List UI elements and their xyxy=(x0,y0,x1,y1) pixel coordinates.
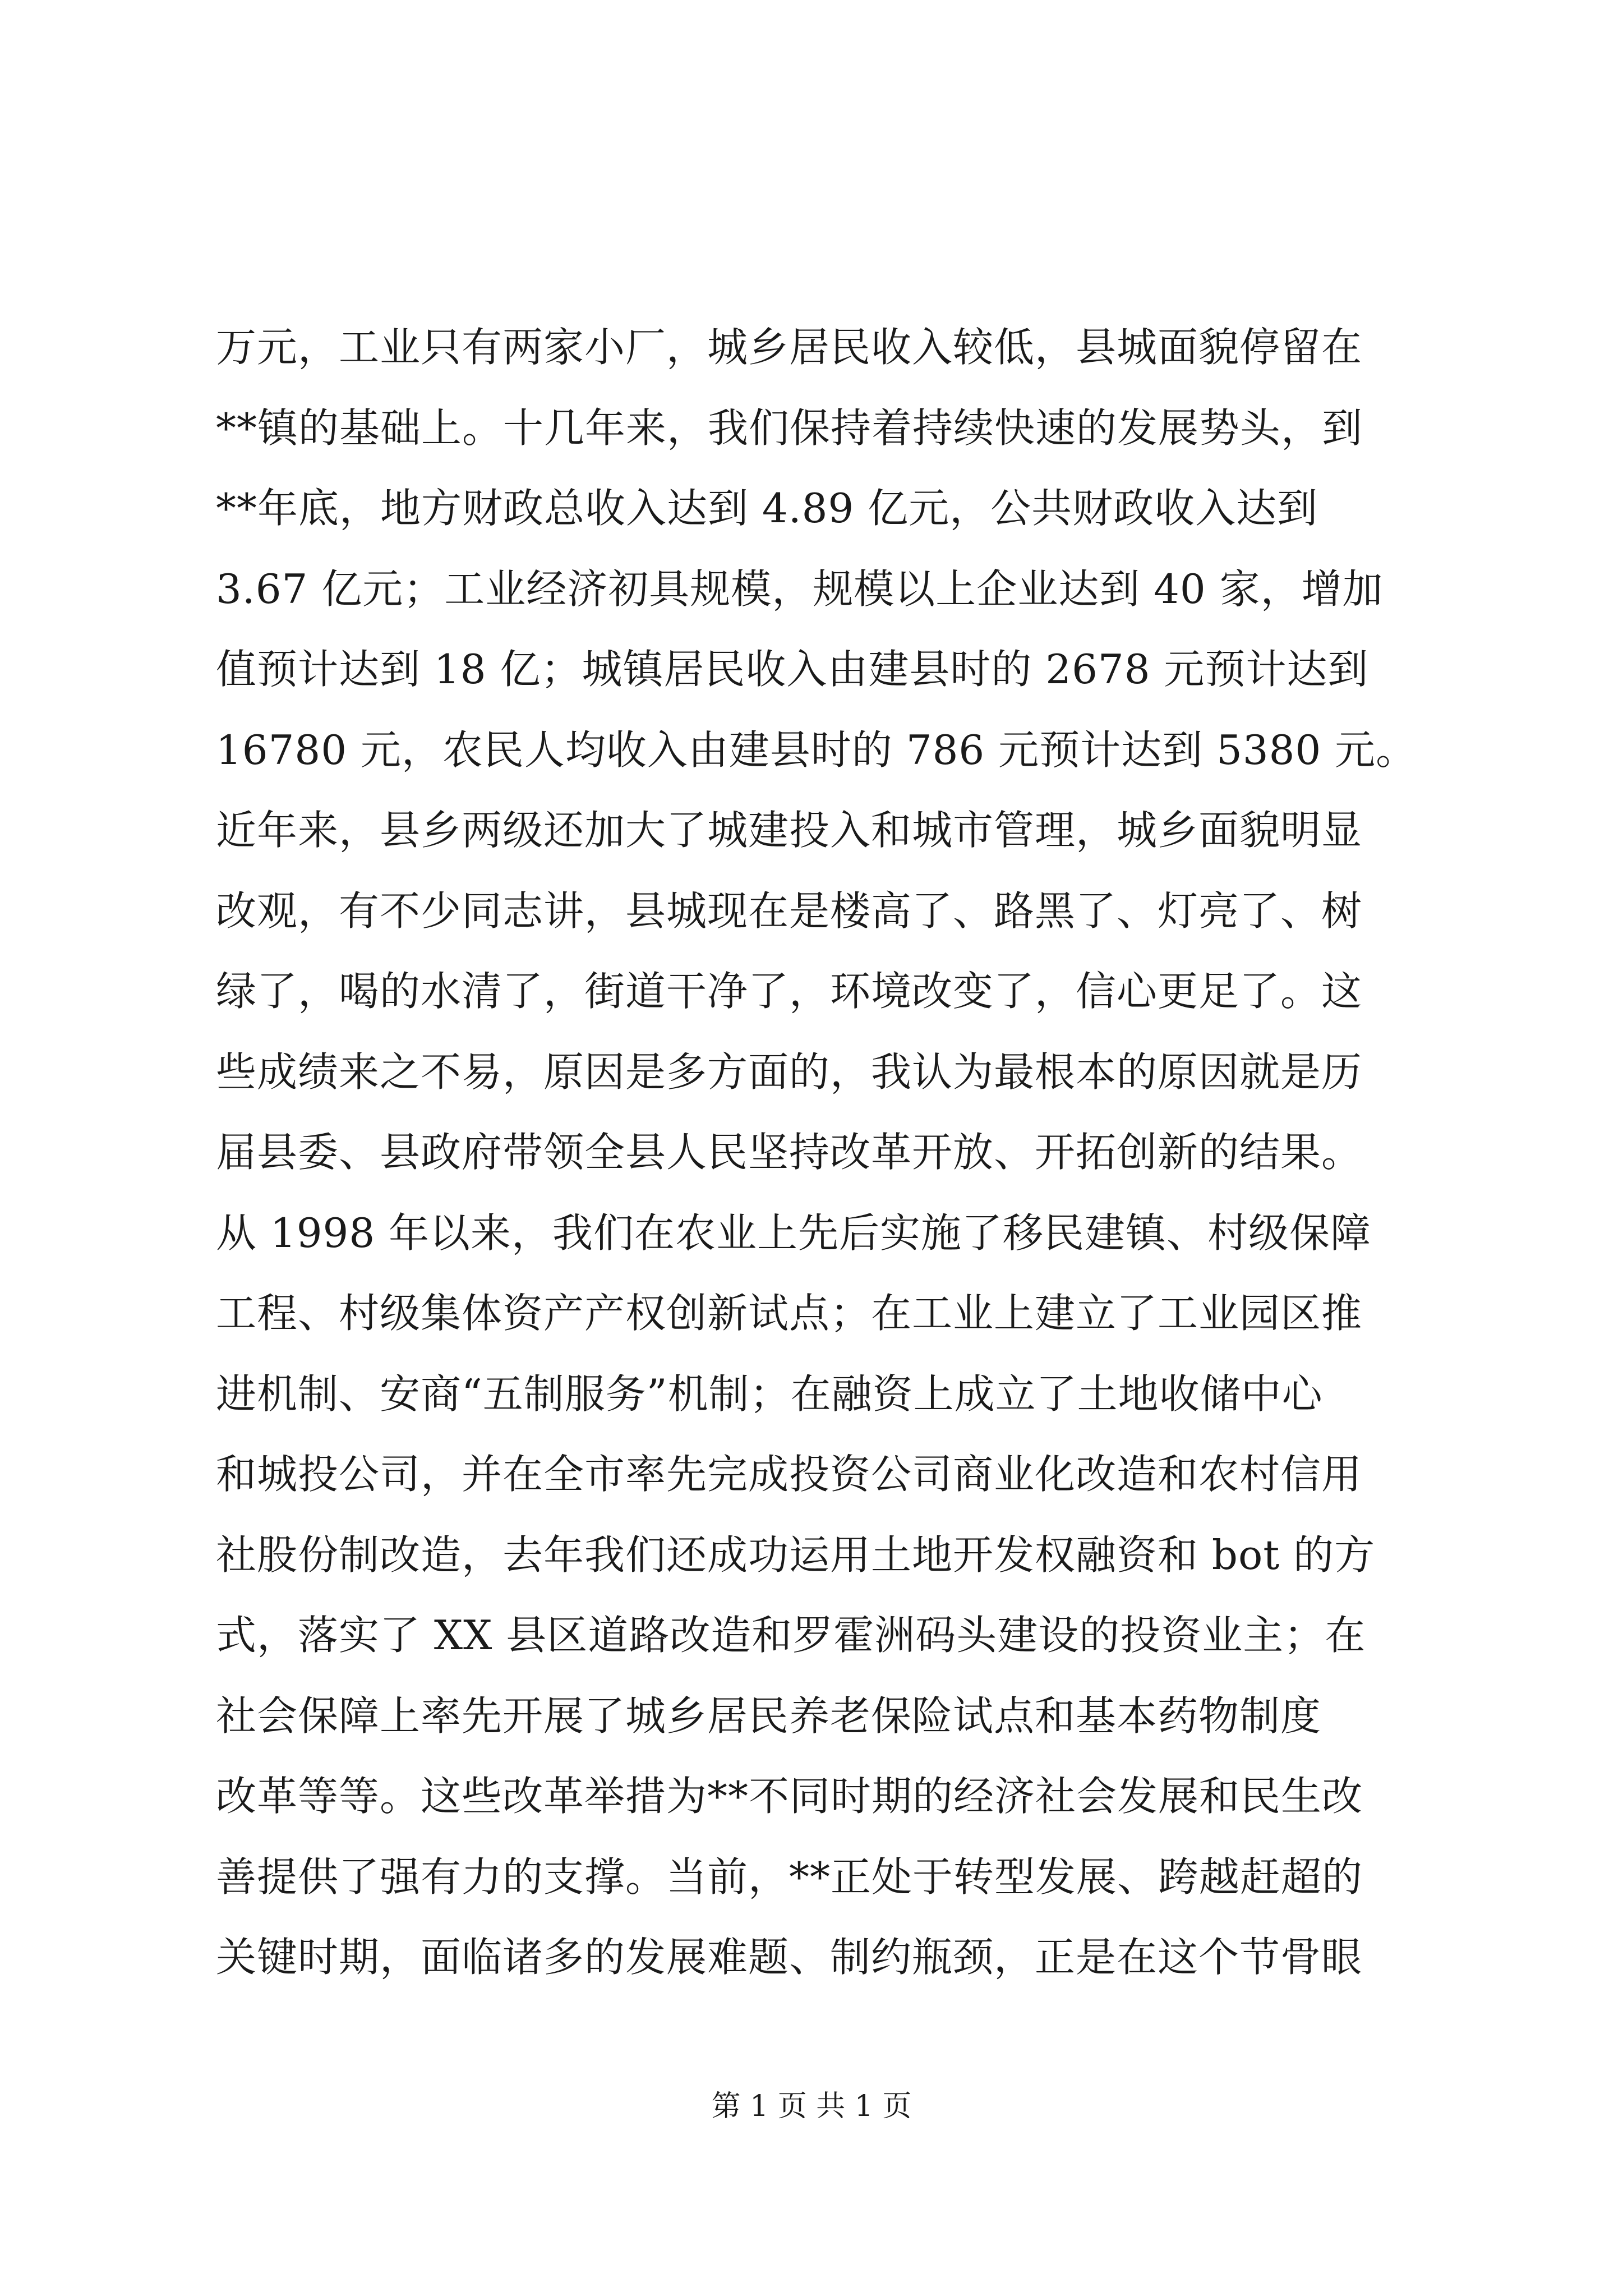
text-line: 从 1998 年以来，我们在农业上先后实施了移民建镇、村级保障 xyxy=(216,1209,1372,1257)
text-line: 进机制、安商“五制服务”机制；在融资上成立了土地收储中心 xyxy=(216,1370,1323,1418)
text-line: **镇的基础上。十几年来，我们保持着持续快速的发展势头，到 xyxy=(216,404,1363,452)
text-line: 和城投公司，并在全市率先完成投资公司商业化改造和农村信用 xyxy=(216,1451,1363,1498)
text-line: 关键时期，面临诸多的发展难题、制约瓶颈，正是在这个节骨眼 xyxy=(216,1934,1363,1981)
text-line: 改革等等。这些改革举措为**不同时期的经济社会发展和民生改 xyxy=(216,1773,1363,1820)
text-line: 绿了，喝的水清了，街道干净了，环境改变了，信心更足了。这 xyxy=(216,968,1363,1015)
body-text xyxy=(216,307,1416,1998)
text-line: 工程、村级集体资产产权创新试点；在工业上建立了工业园区推 xyxy=(216,1290,1363,1337)
text-line: 万元，工业只有两家小厂，城乡居民收入较低，县城面貌停留在 xyxy=(216,324,1363,371)
text-line: 式，落实了 XX 县区道路改造和罗霍洲码头建设的投资业主；在 xyxy=(216,1612,1366,1659)
text-line: 近年来，县乡两级还加大了城建投入和城市管理，城乡面貌明显 xyxy=(216,807,1363,854)
text-line: 16780 元，农民人均收入由建县时的 786 元预计达到 5380 元。 xyxy=(216,726,1417,774)
page-number-footer: 第 1 页 共 1 页 xyxy=(711,2090,912,2123)
text-line: 值预计达到 18 亿；城镇居民收入由建县时的 2678 元预计达到 xyxy=(216,646,1369,693)
text-line: 届县委、县政府带领全县人民坚持改革开放、开拓创新的结果。 xyxy=(216,1129,1363,1176)
text-line: 改观，有不少同志讲，县城现在是楼高了、路黑了、灯亮了、树 xyxy=(216,887,1363,935)
text-line: 社股份制改造，去年我们还成功运用土地开发权融资和 bot 的方 xyxy=(216,1531,1376,1579)
text-line: **年底，地方财政总收入达到 4.89 亿元，公共财政收入达到 xyxy=(216,485,1318,532)
text-line: 善提供了强有力的支撑。当前，**正处于转型发展、跨越赶超的 xyxy=(216,1853,1363,1901)
text-line: 些成绩来之不易，原因是多方面的，我认为最根本的原因就是历 xyxy=(216,1048,1363,1096)
text-line: 社会保障上率先开展了城乡居民养老保险试点和基本药物制度 xyxy=(216,1692,1322,1740)
text-line: 3.67 亿元；工业经济初具规模，规模以上企业达到 40 家，增加 xyxy=(216,565,1384,613)
